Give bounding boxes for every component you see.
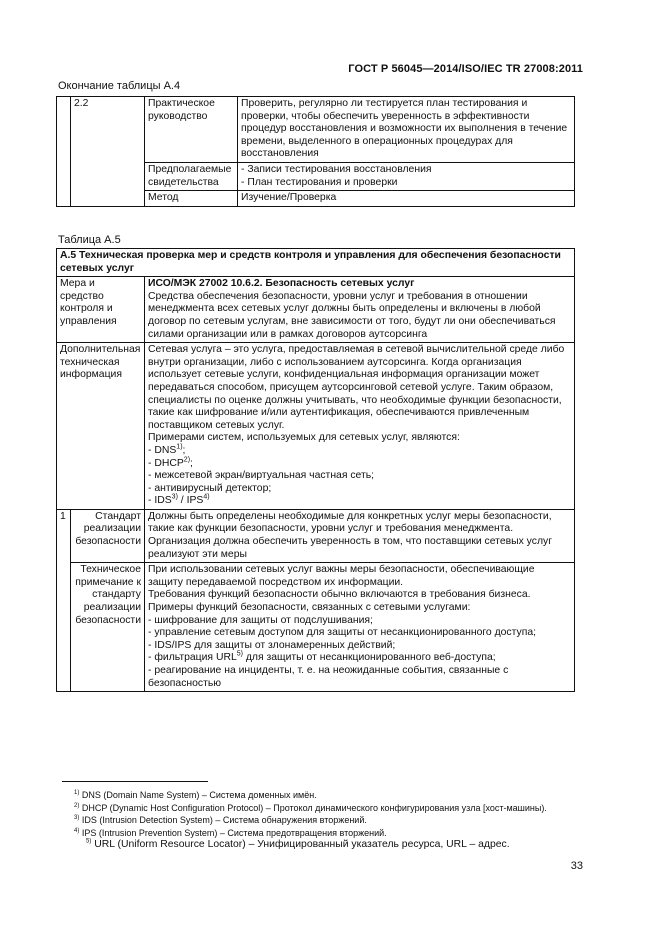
footnote-divider: [62, 781, 208, 782]
control-text: Средства обеспечения безопасности, уровни услуг и требования в отношении менеджмента всех сетевых услуг должны быть определены и включены в любой договор по сетевым услугам, вне зависимости от того, будут ли они обеспечиваться силами организации или в рамках договоров аутсорсинга: [148, 290, 556, 340]
footnote-mark: 5): [86, 838, 92, 845]
row-number: 1: [57, 509, 71, 691]
footnote-mark: 4): [74, 827, 80, 834]
list-text: - IDS: [148, 495, 172, 507]
row-content: [238, 162, 575, 190]
footnote-text: DHCP (Dynamic Host Configuration Protocol) – Протокол динамического конфигурирования узла [хост-машины).: [79, 802, 547, 813]
table-row: [57, 509, 575, 562]
list-item: [148, 458, 571, 471]
list-item: [148, 652, 571, 665]
list-text: - DHCP: [148, 457, 184, 469]
table-title: А.5 Техническая проверка мер и средств контроля и управления для обеспечения безопасности сетевых услуг: [57, 249, 575, 277]
row-label: Предполагаемые свидетельства: [145, 162, 238, 190]
table-a5-caption: Таблица А.5: [58, 234, 121, 246]
table-row: [57, 563, 575, 692]
footnote-mark: 2): [74, 802, 80, 809]
row-content: Изучение/Проверка: [238, 191, 575, 207]
list-item: - IDS/IPS для защиты от злонамеренных действий;: [148, 639, 396, 651]
document-code-header: ГОСТ Р 56045—2014/ISO/IEC TR 27008:2011: [348, 63, 583, 75]
row-label: Техническое примечание к стандарту реализации безопасности: [71, 563, 145, 692]
table-cell-empty: [57, 97, 71, 207]
list-item: - управление сетевым доступом для защиты от несанкционированного доступа;: [148, 627, 536, 639]
footnote-ref: 3): [171, 493, 178, 501]
list-text: / IPS: [177, 495, 204, 507]
row-label: Мера и средство контроля и управления: [57, 277, 145, 343]
table-row: [57, 249, 575, 277]
row-label: Дополнительная техническая информация: [57, 343, 145, 510]
list-text: ;: [190, 457, 193, 469]
row-label: Стандарт реализации безопасности: [71, 509, 145, 562]
footnote-ref: 2): [183, 456, 191, 464]
list-item: [148, 445, 571, 458]
list-text: - DNS: [148, 444, 177, 456]
footnote-ref: 4): [203, 493, 210, 501]
row-content: [145, 277, 575, 343]
table-a4-caption: Окончание таблицы А.4: [58, 80, 181, 92]
footnote-text: DNS (Domain Name System) – Система доменных имён.: [79, 790, 317, 800]
table-row: [57, 277, 575, 343]
table-row: [57, 343, 575, 510]
footnote: [74, 802, 547, 815]
footnote-text: IPS (Intrusion Prevention System) – Система предотвращения вторжений.: [79, 827, 387, 838]
list-item: - шифрование для защиты от подслушивания;: [148, 614, 373, 626]
table-row: [57, 97, 575, 163]
footnote-ref: 5): [236, 650, 243, 658]
footnote-mark: 1): [74, 790, 80, 796]
paragraph: Примеры функций безопасности, связанных с сетевыми услугами:: [148, 602, 471, 614]
footnote-ref: 1): [176, 443, 183, 451]
paragraph: Сетевая услуга – это услуга, предоставляемая в сетевой вычислительной среде либо внутри организации, либо с использованием аутсорсинга. Когда организация использует сетевые услуги, конфиденциальная информация организации может передаваться способом, присущем аутсорсинговой сетевой услуге. Таким образом, специалисты по оценке должны учитывать, что необходимые функции безопасности, такие как шифрование и/или аутентификация, обеспечиваются привлеченным поставщиком сетевых услуг.: [148, 344, 565, 431]
list-text: ;: [182, 444, 186, 456]
footnote-mark: 3): [74, 815, 80, 822]
control-heading: ИСО/МЭК 27002 10.6.2. Безопасность сетевых услуг: [148, 278, 415, 290]
list-item: - План тестирования и проверки: [241, 176, 398, 188]
paragraph: Требования функций безопасности обычно включаются в требования бизнеса.: [148, 589, 531, 601]
row-content: Проверить, регулярно ли тестируется план тестирования и проверки, чтобы обеспечить уверенность в эффективности процедур восстановления и возможности их выполнения в течение времени, выделенного в операционных процедурах для восстановления: [238, 97, 575, 163]
list-text: - фильтрация URL: [148, 652, 237, 664]
row-content: [145, 343, 575, 510]
list-item: - антивирусный детектор;: [148, 482, 272, 494]
footnote: [74, 789, 547, 802]
paragraph: Примерами систем, используемых для сетевых услуг, являются:: [148, 432, 460, 444]
table-a4-end: [56, 96, 575, 207]
row-number: 2.2: [71, 97, 145, 207]
row-label: Практическое руководство: [145, 97, 238, 163]
list-item: - реагирование на инциденты, т. е. на неожиданные события, связанные с безопасностью: [148, 665, 509, 689]
footnote-text: IDS (Intrusion Detection System) – Система обнаружения вторжений.: [79, 815, 367, 826]
row-content: Должны быть определены необходимые для конкретных услуг меры безопасности, такие как функции безопасности, уровни услуг и требования менеджмента. Организация должна обеспечить уверенность в том, что поставщики сетевых услуг реализуют эти меры: [145, 509, 575, 562]
footnotes: [74, 789, 547, 852]
list-item: [148, 495, 571, 508]
list-item: - Записи тестирования восстановления: [241, 163, 432, 175]
footnote: [74, 814, 547, 827]
footnote-text: URL (Uniform Resource Locator) – Унифицированный указатель ресурса, URL – адрес.: [91, 839, 510, 851]
footnote: [74, 827, 547, 840]
list-text: для защиты от несанкционированного веб-доступа;: [242, 652, 496, 664]
list-item: - межсетевой экран/виртуальная частная сеть;: [148, 470, 375, 482]
page-number: 33: [570, 860, 583, 872]
row-label: Метод: [145, 191, 238, 207]
footnote: [74, 839, 547, 852]
table-a5: [56, 248, 575, 692]
row-content: [145, 563, 575, 692]
paragraph: При использовании сетевых услуг важны меры безопасности, обеспечивающие защиту передаваемой посредством их информации.: [148, 564, 535, 588]
